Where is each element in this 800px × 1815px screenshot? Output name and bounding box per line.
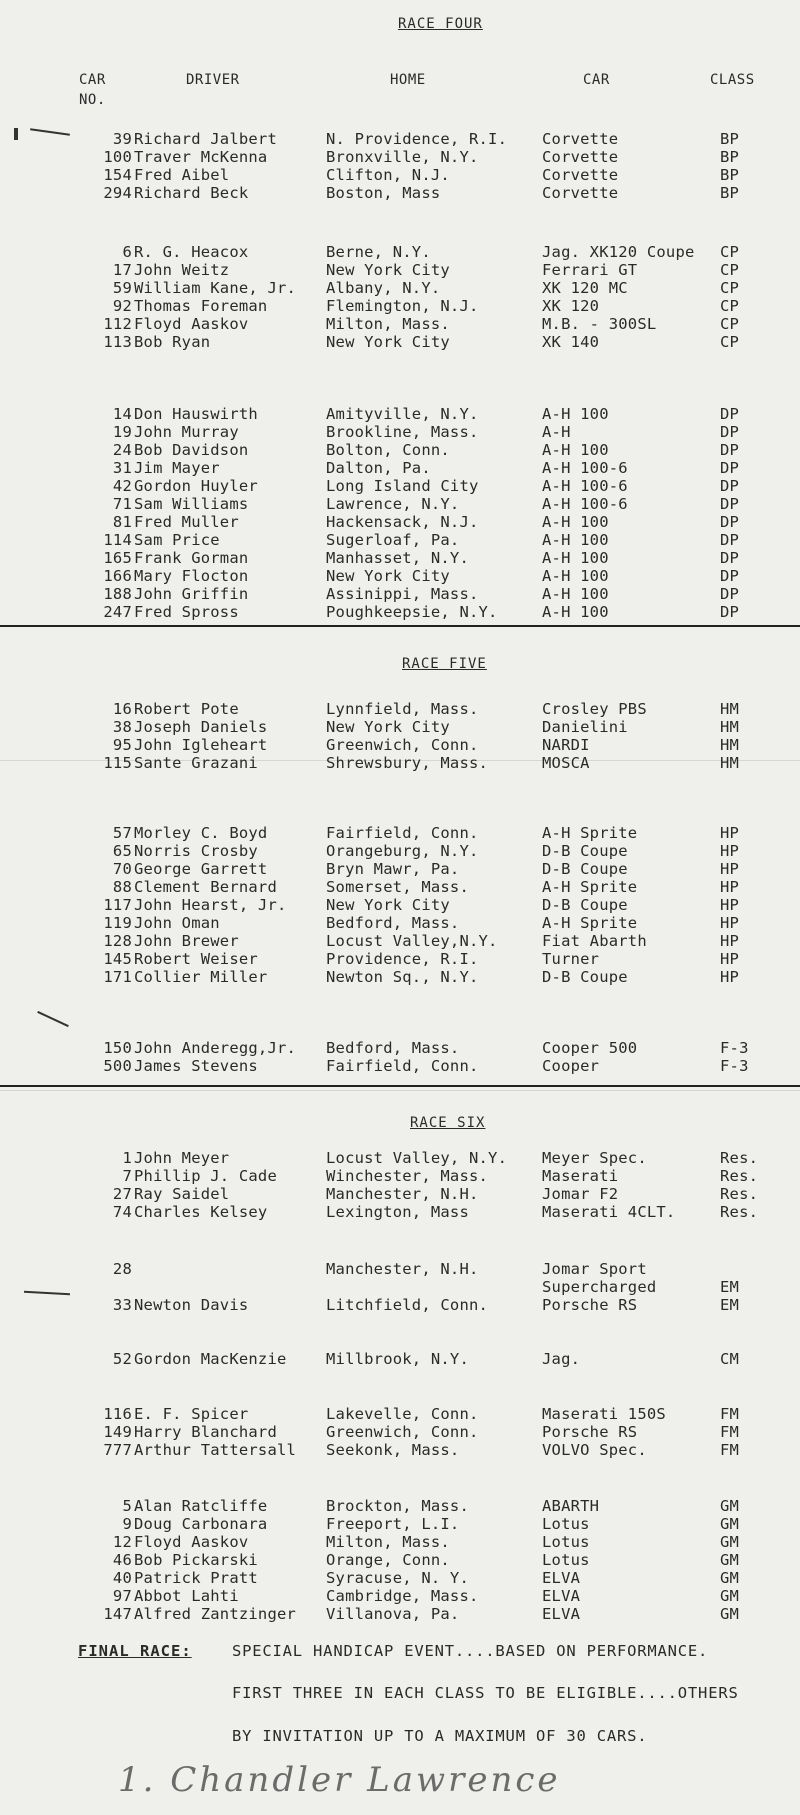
driver-home: Providence, R.I. [326,950,479,968]
driver-name: Arthur Tattersall [134,1441,297,1459]
driver-name: Sante Grazani [134,754,258,772]
car-class: HP [720,896,740,914]
driver-home: Clifton, N.J. [326,166,450,184]
car-number: 145 [103,950,132,968]
car-class: CP [720,297,740,315]
car-class: HP [720,932,740,950]
car-number: 188 [103,585,132,603]
driver-name: John Igleheart [134,736,268,754]
car-number: 116 [103,1405,132,1423]
car-class: HP [720,842,740,860]
car-model: XK 120 [542,297,600,315]
driver-home: Fairfield, Conn. [326,824,479,842]
driver-home: Berne, N.Y. [326,243,431,261]
car-number: 247 [103,603,132,621]
car-number: 112 [103,315,132,333]
car-number: 6 [122,243,132,261]
car-class: CM [720,1350,740,1368]
car-model: A-H 100 [542,567,609,585]
driver-home: Shrewsbury, Mass. [326,754,489,772]
car-model: XK 140 [542,333,600,351]
driver-name: Alfred Zantzinger [134,1605,297,1623]
car-number: 117 [103,896,132,914]
driver-home: New York City [326,333,450,351]
car-class: EM [720,1296,740,1314]
header-home: HOME [390,72,426,88]
car-model: ELVA [542,1587,581,1605]
driver-name: Gordon MacKenzie [134,1350,287,1368]
car-number: 777 [103,1441,132,1459]
car-model: Cooper [542,1057,600,1075]
car-number: 115 [103,754,132,772]
header-class: CLASS [710,72,755,88]
driver-name: Fred Spross [134,603,239,621]
driver-home: Bryn Mawr, Pa. [326,860,460,878]
car-class: HM [720,736,740,754]
final-race-line-1: SPECIAL HANDICAP EVENT....BASED ON PERFORMANCE. [232,1642,709,1660]
driver-name: Robert Weiser [134,950,258,968]
car-class: GM [720,1569,740,1587]
driver-home: Long Island City [326,477,479,495]
driver-home: Seekonk, Mass. [326,1441,460,1459]
car-model: Danielini [542,718,628,736]
car-model: Fiat Abarth [542,932,647,950]
car-class: DP [720,495,740,513]
car-model: Jomar F2 [542,1185,619,1203]
driver-home: Sugerloaf, Pa. [326,531,460,549]
car-model: Corvette [542,166,619,184]
driver-name: Phillip J. Cade [134,1167,277,1185]
car-class: CP [720,315,740,333]
car-model: A-H Sprite [542,914,638,932]
section-divider [0,1085,800,1087]
car-class: Res. [720,1203,759,1221]
car-class: GM [720,1605,740,1623]
car-number: 74 [112,1203,132,1221]
car-number: 81 [112,513,132,531]
car-class: GM [720,1551,740,1569]
pencil-check-mark-icon [30,128,70,136]
car-number: 39 [112,130,132,148]
car-number: 1 [122,1149,132,1167]
driver-home: Greenwich, Conn. [326,1423,479,1441]
car-class: DP [720,567,740,585]
car-model: Maserati [542,1167,619,1185]
car-model: A-H 100 [542,441,609,459]
car-model: A-H 100-6 [542,495,628,513]
driver-name: Abbot Lahti [134,1587,239,1605]
car-number: 97 [112,1587,132,1605]
car-number: 154 [103,166,132,184]
driver-home: Newton Sq., N.Y. [326,968,479,986]
car-model: VOLVO Spec. [542,1441,647,1459]
car-model: A-H 100-6 [542,459,628,477]
driver-name: Traver McKenna [134,148,268,166]
header-car-no-2: NO. [79,92,106,108]
car-class: HP [720,860,740,878]
car-number: 166 [103,567,132,585]
car-model: A-H [542,423,571,441]
car-model: M.B. - 300SL [542,315,657,333]
car-model: Meyer Spec. [542,1149,647,1167]
driver-name: Doug Carbonara [134,1515,268,1533]
car-number: 70 [112,860,132,878]
driver-name: William Kane, Jr. [134,279,297,297]
driver-home: Milton, Mass. [326,1533,450,1551]
car-class: HP [720,950,740,968]
driver-home: Litchfield, Conn. [326,1296,489,1314]
driver-name: Gordon Huyler [134,477,258,495]
car-number: 52 [112,1350,132,1368]
car-number: 165 [103,549,132,567]
driver-name: Jim Mayer [134,459,220,477]
car-class: HP [720,878,740,896]
car-class: F-3 [720,1057,749,1075]
driver-name: John Brewer [134,932,239,950]
car-class: BP [720,184,740,202]
driver-home: Brockton, Mass. [326,1497,469,1515]
car-number: 113 [103,333,132,351]
car-model: A-H 100 [542,585,609,603]
car-model: Porsche RS [542,1296,638,1314]
pencil-check-mark-icon [14,128,18,140]
driver-home: Syracuse, N. Y. [326,1569,469,1587]
driver-home: New York City [326,261,450,279]
car-number: 17 [112,261,132,279]
car-class: DP [720,477,740,495]
car-number: 19 [112,423,132,441]
car-model: D-B Coupe [542,842,628,860]
car-number: 100 [103,148,132,166]
section-divider [0,625,800,627]
driver-name: R. G. Heacox [134,243,249,261]
car-model: MOSCA [542,754,590,772]
driver-name: Fred Aibel [134,166,230,184]
driver-home: Bolton, Conn. [326,441,450,459]
driver-home: Millbrook, N.Y. [326,1350,469,1368]
car-class: Res. [720,1185,759,1203]
car-model: Corvette [542,130,619,148]
car-class: FM [720,1405,740,1423]
car-model: ELVA [542,1605,581,1623]
car-number: 9 [122,1515,132,1533]
car-number: 28 [112,1260,132,1278]
driver-home: Manhasset, N.Y. [326,549,469,567]
car-number: 12 [112,1533,132,1551]
car-class: DP [720,549,740,567]
car-number: 171 [103,968,132,986]
car-number: 71 [112,495,132,513]
driver-home: Cambridge, Mass. [326,1587,479,1605]
driver-name: Charles Kelsey [134,1203,268,1221]
driver-name: Newton Davis [134,1296,249,1314]
car-number: 92 [112,297,132,315]
car-number: 5 [122,1497,132,1515]
driver-name: Fred Muller [134,513,239,531]
driver-home: Lawrence, N.Y. [326,495,460,513]
car-number: 119 [103,914,132,932]
car-number: 33 [112,1296,132,1314]
car-number: 65 [112,842,132,860]
car-number: 14 [112,405,132,423]
car-class: CP [720,333,740,351]
driver-home: Lakevelle, Conn. [326,1405,479,1423]
car-number: 40 [112,1569,132,1587]
driver-name: Joseph Daniels [134,718,268,736]
driver-home: Albany, N.Y. [326,279,441,297]
car-number: 114 [103,531,132,549]
driver-home: Milton, Mass. [326,315,450,333]
car-number: 59 [112,279,132,297]
car-model: A-H 100 [542,549,609,567]
car-class: HP [720,968,740,986]
driver-name: Thomas Foreman [134,297,268,315]
car-number: 149 [103,1423,132,1441]
car-class: F-3 [720,1039,749,1057]
race-five-title: RACE FIVE [402,656,487,672]
car-model: Lotus [542,1551,590,1569]
car-class: HM [720,754,740,772]
car-number: 88 [112,878,132,896]
car-class: GM [720,1587,740,1605]
car-number: 16 [112,700,132,718]
car-model: ELVA [542,1569,581,1587]
pencil-check-mark-icon [37,1011,69,1027]
driver-home: New York City [326,567,450,585]
car-model: Supercharged [542,1278,657,1296]
driver-name: Norris Crosby [134,842,258,860]
car-model: Porsche RS [542,1423,638,1441]
driver-home: Greenwich, Conn. [326,736,479,754]
car-number: 38 [112,718,132,736]
car-model: Maserati 150S [542,1405,666,1423]
driver-home: Locust Valley, N.Y. [326,1149,508,1167]
driver-home: Bronxville, N.Y. [326,148,479,166]
car-class: HP [720,824,740,842]
car-class: DP [720,513,740,531]
car-class: Res. [720,1167,759,1185]
header-car: CAR [583,72,610,88]
car-model: Cooper 500 [542,1039,638,1057]
car-model: D-B Coupe [542,896,628,914]
car-number: 57 [112,824,132,842]
driver-home: Fairfield, Conn. [326,1057,479,1075]
car-model: Jag. XK120 Coupe [542,243,695,261]
race-four-title: RACE FOUR [398,16,483,32]
driver-name: Floyd Aaskov [134,1533,249,1551]
car-model: Jag. [542,1350,581,1368]
driver-name: Bob Pickarski [134,1551,258,1569]
driver-name: John Oman [134,914,220,932]
driver-home: Manchester, N.H. [326,1185,479,1203]
car-number: 46 [112,1551,132,1569]
car-model: D-B Coupe [542,860,628,878]
car-class: GM [720,1497,740,1515]
driver-name: John Griffin [134,585,249,603]
driver-home: Amityville, N.Y. [326,405,479,423]
car-number: 128 [103,932,132,950]
driver-name: Frank Gorman [134,549,249,567]
car-model: D-B Coupe [542,968,628,986]
final-race-line-2: FIRST THREE IN EACH CLASS TO BE ELIGIBLE....OTHERS [232,1684,739,1702]
driver-name: Morley C. Boyd [134,824,268,842]
driver-home: Flemington, N.J. [326,297,479,315]
car-model: A-H 100 [542,513,609,531]
car-model: XK 120 MC [542,279,628,297]
car-model: A-H 100 [542,603,609,621]
driver-name: Bob Ryan [134,333,211,351]
car-number: 294 [103,184,132,202]
driver-name: Ray Saidel [134,1185,230,1203]
driver-home: Lexington, Mass [326,1203,469,1221]
car-model: NARDI [542,736,590,754]
driver-name: John Anderegg,Jr. [134,1039,297,1057]
car-class: HP [720,914,740,932]
car-class: BP [720,166,740,184]
car-class: DP [720,459,740,477]
car-class: CP [720,279,740,297]
driver-home: N. Providence, R.I. [326,130,508,148]
driver-name: Floyd Aaskov [134,315,249,333]
car-class: FM [720,1441,740,1459]
car-model: A-H 100-6 [542,477,628,495]
driver-name: James Stevens [134,1057,258,1075]
driver-name: John Murray [134,423,239,441]
driver-name: Sam Price [134,531,220,549]
driver-name: John Weitz [134,261,230,279]
driver-home: Lynnfield, Mass. [326,700,479,718]
car-model: Turner [542,950,600,968]
driver-home: New York City [326,718,450,736]
car-class: HM [720,718,740,736]
car-model: Lotus [542,1533,590,1551]
car-class: DP [720,585,740,603]
car-class: GM [720,1515,740,1533]
driver-home: Dalton, Pa. [326,459,431,477]
car-model: Maserati 4CLT. [542,1203,676,1221]
car-class: EM [720,1278,740,1296]
car-number: 27 [112,1185,132,1203]
car-number: 7 [122,1167,132,1185]
driver-name: Harry Blanchard [134,1423,277,1441]
driver-name: George Garrett [134,860,268,878]
driver-home: Orange, Conn. [326,1551,450,1569]
car-model: Lotus [542,1515,590,1533]
car-model: A-H Sprite [542,824,638,842]
handwritten-note: 1. Chandler Lawrence [118,1760,561,1800]
driver-home: Locust Valley,N.Y. [326,932,498,950]
car-class: BP [720,148,740,166]
car-class: GM [720,1533,740,1551]
driver-name: Patrick Pratt [134,1569,258,1587]
car-class: HM [720,700,740,718]
driver-home: Freeport, L.I. [326,1515,460,1533]
car-model: Ferrari GT [542,261,638,279]
driver-name: Robert Pote [134,700,239,718]
driver-home: New York City [326,896,450,914]
driver-name: Richard Beck [134,184,249,202]
driver-name: Collier Miller [134,968,268,986]
car-number: 500 [103,1057,132,1075]
car-model: Corvette [542,184,619,202]
car-number: 31 [112,459,132,477]
driver-name: Mary Flocton [134,567,249,585]
car-number: 24 [112,441,132,459]
driver-name: Alan Ratcliffe [134,1497,268,1515]
pencil-check-mark-icon [24,1291,70,1295]
car-model: ABARTH [542,1497,600,1515]
driver-home: Brookline, Mass. [326,423,479,441]
car-class: DP [720,603,740,621]
driver-home: Manchester, N.H. [326,1260,479,1278]
car-number: 147 [103,1605,132,1623]
car-class: DP [720,441,740,459]
driver-home: Orangeburg, N.Y. [326,842,479,860]
car-model: Jomar Sport [542,1260,647,1278]
driver-name: John Meyer [134,1149,230,1167]
driver-home: Hackensack, N.J. [326,513,479,531]
driver-name: John Hearst, Jr. [134,896,287,914]
header-car-no: CAR [79,72,106,88]
car-class: BP [720,130,740,148]
car-number: 95 [112,736,132,754]
car-class: Res. [720,1149,759,1167]
car-model: A-H 100 [542,531,609,549]
driver-name: Don Hauswirth [134,405,258,423]
driver-home: Villanova, Pa. [326,1605,460,1623]
car-class: DP [720,423,740,441]
car-class: CP [720,261,740,279]
final-race-line-3: BY INVITATION UP TO A MAXIMUM OF 30 CARS. [232,1727,648,1745]
car-model: Corvette [542,148,619,166]
car-class: FM [720,1423,740,1441]
car-model: A-H Sprite [542,878,638,896]
driver-name: Richard Jalbert [134,130,277,148]
driver-home: Winchester, Mass. [326,1167,489,1185]
race-six-title: RACE SIX [410,1115,486,1131]
car-number: 42 [112,477,132,495]
car-class: DP [720,531,740,549]
final-race-label: FINAL RACE: [78,1642,192,1660]
driver-home: Assinippi, Mass. [326,585,479,603]
driver-home: Somerset, Mass. [326,878,469,896]
driver-home: Poughkeepsie, N.Y. [326,603,498,621]
car-model: Crosley PBS [542,700,647,718]
driver-home: Boston, Mass [326,184,441,202]
driver-home: Bedford, Mass. [326,914,460,932]
driver-name: E. F. Spicer [134,1405,249,1423]
car-number: 150 [103,1039,132,1057]
car-model: A-H 100 [542,405,609,423]
car-class: CP [720,243,740,261]
driver-name: Clement Bernard [134,878,277,896]
driver-name: Sam Williams [134,495,249,513]
header-driver: DRIVER [186,72,240,88]
car-class: DP [720,405,740,423]
driver-home: Bedford, Mass. [326,1039,460,1057]
driver-name: Bob Davidson [134,441,249,459]
